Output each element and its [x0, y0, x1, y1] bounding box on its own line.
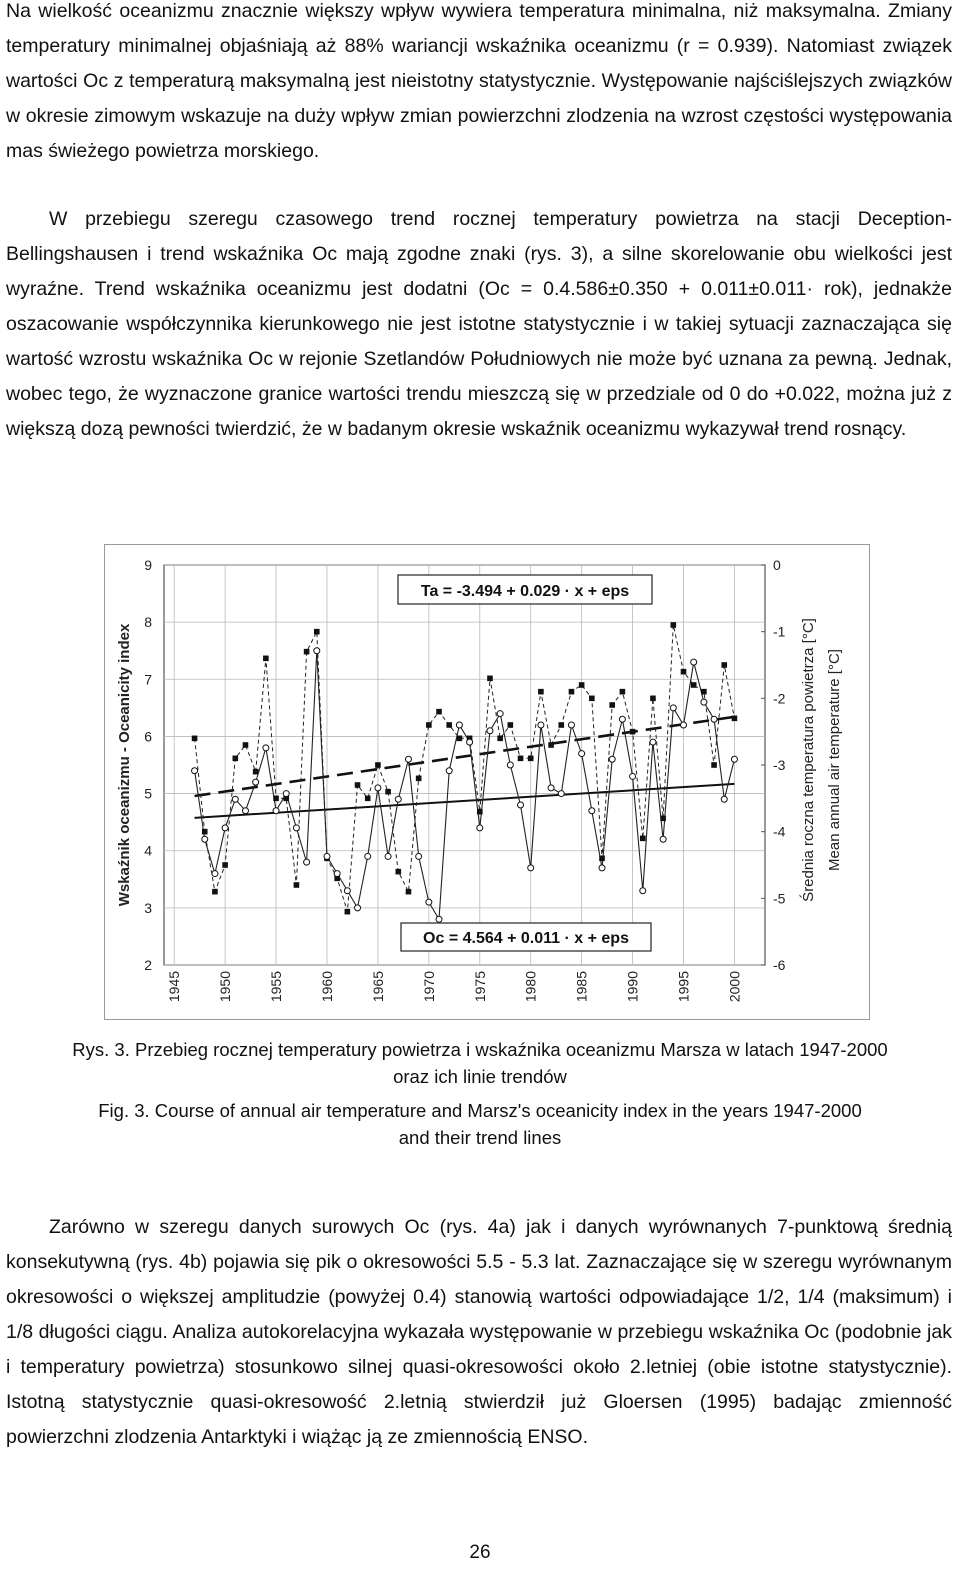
x-tick-label: 1960 — [318, 971, 335, 1003]
y-left-tick-label: 2 — [144, 957, 152, 973]
temperature-point — [640, 836, 646, 842]
page-number: 26 — [469, 1542, 491, 1563]
oceanicity-point — [273, 808, 279, 814]
temperature-point — [497, 736, 503, 742]
caption-english-line2: and their trend lines — [398, 1127, 562, 1148]
oceanicity-point — [375, 785, 381, 791]
oceanicity-point — [436, 916, 442, 922]
temperature-point — [609, 702, 615, 708]
temperature-point — [691, 682, 697, 688]
y-right-tick-label: -3 — [773, 757, 786, 773]
caption-polish-line2: oraz ich linie trendów — [393, 1066, 567, 1087]
oceanicity-point — [467, 739, 473, 745]
caption-english — [0, 1097, 960, 1151]
oceanicity-point — [507, 762, 513, 768]
oceanicity-point — [518, 802, 524, 808]
oceanicity-point — [334, 871, 340, 877]
y-right-tick-label: -2 — [773, 690, 786, 707]
oceanicity-point — [548, 785, 554, 791]
oceanicity-temperature-chart — [105, 545, 869, 1019]
y-right-tick-label: -4 — [773, 823, 786, 840]
temperature-point — [385, 789, 391, 795]
temperature-point — [253, 769, 259, 775]
temperature-point — [436, 709, 442, 715]
x-tick-label: 2000 — [726, 971, 743, 1003]
temp-trend-equation: Ta = -3.494 + 0.029 · x + eps — [420, 583, 630, 600]
temperature-point — [569, 689, 575, 695]
temperature-point — [243, 742, 249, 748]
temperature-point — [314, 629, 320, 635]
y-right-tick-label: -6 — [773, 957, 786, 973]
temperature-point — [508, 722, 514, 728]
x-tick-label: 1980 — [522, 971, 539, 1003]
oceanicity-point — [253, 779, 259, 785]
oceanicity-point — [477, 825, 483, 831]
temperature-point — [355, 782, 361, 788]
temperature-point — [548, 742, 554, 748]
paragraph-3: Zarówno w szeregu danych surowych Oc (rys. 4a) jak i danych wyrównanych 7-punktową średnią konsekutywną (rys. 4b) pojawia się pik o okresowości 5.5 - 5.3 lat. Zaznaczające się w szeregu wyrównanym okresowości o większej amplitudzie (powyżej 0.4) stanowią wartości odpowiadające 1/2, 1/4 (maksimum) i 1/8 długości ciągu. Analiza autokorelacyjna wykazała występowanie w przebiegu wskaźnika Oc (podobnie jak i temperatury powietrza) stosunkowo silnej quasi-okresowości około 2.letniej (obie istotne statystycznie). Istotną statystycznie quasi-okresowość 2.letnią stwierdził już Gloersen (1995) badając zmienność powierzchni zlodzenia Antarktyki i wiążąc ją ze zmiennością ENSO. — [6, 1216, 952, 1448]
oceanicity-point — [355, 905, 361, 911]
temperature-point — [192, 736, 198, 742]
x-tick-label: 1945 — [166, 971, 183, 1003]
y-left-tick-label: 7 — [144, 671, 152, 688]
oceanicity-point — [446, 768, 452, 774]
oceanicity-point — [619, 716, 625, 722]
temperature-point — [599, 856, 605, 862]
oceanicity-point — [293, 825, 299, 831]
temperature-point — [263, 656, 269, 662]
x-tick-label: 1950 — [217, 971, 234, 1003]
paragraph-1: Na wielkość oceanizmu znacznie większy wpływ wywiera temperatura minimalna, niż maksymalna. Zmiany temperatury minimalnej objaśniają aż 88% wariancji wskaźnika oceanizmu (r = 0.939). Natomiast związek wartości Oc z temperaturą maksymalną jest nieistotny statystycznie. Występowanie najściślejszych związków w okresie zimowym wskazuje na duży wpływ zmian powierzchni zlodzenia na wzrost częstości występowania mas świeżego powietrza morskiego. — [6, 0, 952, 162]
y-axis-label-left: Wskaźnik oceanizmu - Oceanicity index — [116, 623, 133, 907]
oceanicity-point — [344, 888, 350, 894]
oc-trend-equation: Oc = 4.564 + 0.011 · x + eps — [423, 930, 629, 947]
temperature-point — [222, 862, 228, 868]
y-left-tick-label: 8 — [144, 614, 152, 631]
oceanicity-point — [650, 739, 656, 745]
oceanicity-point — [568, 722, 574, 728]
temperature-point — [558, 722, 564, 728]
temperature-point — [345, 909, 351, 915]
oceanicity-point — [711, 716, 717, 722]
oceanicity-point — [731, 756, 737, 762]
y-axis-label-right-pl: Średnia roczna temperatura powietrza [°C] — [800, 618, 817, 902]
oceanicity-point — [528, 865, 534, 871]
figure-chart — [104, 544, 870, 1020]
temperature-point — [589, 696, 595, 702]
caption-polish — [0, 1036, 960, 1090]
oceanicity-point — [314, 648, 320, 654]
temperature-point — [711, 762, 717, 768]
temperature-point — [630, 729, 636, 735]
temperature-point — [528, 756, 534, 762]
temperature-point — [650, 696, 656, 702]
temperature-point — [620, 689, 626, 695]
temperature-point — [538, 689, 544, 695]
x-tick-label: 1985 — [573, 971, 590, 1003]
oceanicity-point — [212, 871, 218, 877]
x-tick-label: 1975 — [471, 971, 488, 1003]
oceanicity-point — [640, 888, 646, 894]
oceanicity-point — [283, 791, 289, 797]
oceanicity-point — [395, 796, 401, 802]
oceanicity-point — [405, 756, 411, 762]
oceanicity-point — [426, 899, 432, 905]
oceanicity-point — [681, 722, 687, 728]
x-tick-label: 1995 — [675, 971, 692, 1003]
temperature-point — [395, 869, 401, 875]
x-tick-label: 1955 — [268, 971, 285, 1003]
oceanicity-point — [263, 745, 269, 751]
caption-english-line1: Fig. 3. Course of annual air temperature and Marsz's oceanicity index in the years 1947-2000 — [98, 1100, 862, 1121]
temperature-point — [416, 776, 422, 782]
temperature-point — [671, 622, 677, 628]
temperature-point — [365, 796, 371, 802]
temperature-point — [426, 722, 432, 728]
temperature-point — [375, 762, 381, 768]
temperature-point — [701, 689, 707, 695]
x-tick-label: 1970 — [420, 971, 437, 1003]
y-left-tick-label: 4 — [144, 842, 152, 859]
temperature-point — [477, 809, 483, 815]
oceanicity-point — [579, 751, 585, 757]
oceanicity-point — [416, 853, 422, 859]
x-tick-label: 1990 — [624, 971, 641, 1003]
oceanicity-point — [365, 853, 371, 859]
y-left-tick-label: 9 — [144, 557, 152, 573]
oceanicity-point — [497, 711, 503, 717]
x-tick-label: 1965 — [369, 971, 386, 1003]
y-left-tick-label: 6 — [144, 728, 152, 745]
oceanicity-point — [242, 808, 248, 814]
oceanicity-point — [304, 859, 310, 865]
temperature-point — [273, 796, 279, 802]
temperature-point — [660, 816, 666, 822]
y-right-tick-label: 0 — [773, 557, 781, 573]
temperature-point — [487, 676, 493, 682]
temperature-point — [732, 716, 738, 722]
y-left-tick-label: 3 — [144, 899, 152, 916]
oceanicity-point — [487, 728, 493, 734]
temperature-point — [446, 722, 452, 728]
oceanicity-point — [660, 836, 666, 842]
oceanicity-point — [538, 722, 544, 728]
paragraph-2: W przebiegu szeregu czasowego trend rocznej temperatury powietrza na stacji Deception-Bellingshausen i trend wskaźnika Oc mają zgodne znaki (rys. 3), a silne skorelowanie obu wielkości jest wyraźne. Trend wskaźnika oceanizmu jest dodatni (Oc = 0.4.586±0.350 + 0.011±0.011· rok), jednakże oszacowanie współczynnika kierunkowego nie jest istotne statystycznie i w takiej sytuacji zaznaczająca się wartość wzrostu wskaźnika Oc w rejonie Szetlandów Południowych nie może być uznana za pewną. Jednak, wobec tego, że wyznaczone granice wartości trendu mieszczą się w przedziale od 0 do +0.022, można już z większą dozą pewności twierdzić, że w badanym okresie wskaźnik oceanizmu wykazywał trend rosnący. — [6, 208, 952, 440]
oceanicity-point — [324, 853, 330, 859]
oceanicity-point — [721, 796, 727, 802]
temperature-point — [233, 756, 239, 762]
oceanicity-point — [599, 865, 605, 871]
oceanicity-point — [192, 768, 198, 774]
oceanicity-point — [589, 808, 595, 814]
temperature-point — [406, 889, 412, 895]
temperature-point — [212, 889, 218, 895]
temperature-point — [518, 756, 524, 762]
oceanicity-point — [670, 705, 676, 711]
oceanicity-point — [202, 836, 208, 842]
temperature-point — [202, 829, 208, 835]
y-axis-label-right-en: Mean annual air temperature [°C] — [826, 649, 843, 871]
y-left-tick-label: 5 — [144, 785, 152, 802]
y-right-tick-label: -5 — [773, 890, 786, 907]
oceanicity-point — [558, 791, 564, 797]
temperature-point — [304, 649, 310, 655]
temperature-point — [721, 662, 727, 668]
caption-polish-line1: Rys. 3. Przebieg rocznej temperatury powietrza i wskaźnika oceanizmu Marsza w latach 1947-2000 — [72, 1039, 888, 1060]
temperature-point — [579, 682, 585, 688]
oceanicity-point — [222, 825, 228, 831]
temperature-point — [681, 669, 687, 675]
oceanicity-point — [456, 722, 462, 728]
temperature-point — [457, 736, 463, 742]
y-right-tick-label: -1 — [773, 623, 786, 640]
oceanicity-point — [630, 773, 636, 779]
oceanicity-point — [385, 853, 391, 859]
oceanicity-point — [701, 699, 707, 705]
oceanicity-point — [691, 659, 697, 665]
temperature-point — [294, 882, 300, 888]
oceanicity-point — [609, 756, 615, 762]
oceanicity-point — [232, 796, 238, 802]
